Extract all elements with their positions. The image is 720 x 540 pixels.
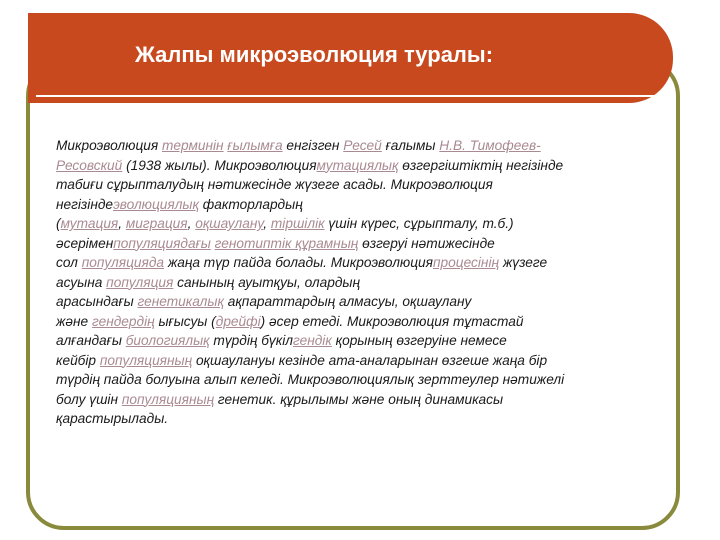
- text-segment: енгізген: [282, 138, 344, 153]
- text-line: [56, 273, 666, 293]
- term-link[interactable]: гендік: [293, 333, 332, 348]
- term-link[interactable]: дрейфі: [215, 313, 261, 329]
- term-link[interactable]: тіршілік: [270, 216, 325, 231]
- text-line: [56, 253, 666, 273]
- text-line: [56, 175, 666, 195]
- term-link[interactable]: ғылымға: [227, 138, 283, 153]
- text-segment: оқшаулануы кезінде ата-аналарынан өзгеше жаңа бір: [192, 352, 548, 368]
- text-segment: арасындағы: [56, 294, 138, 309]
- body-paragraph: [56, 136, 666, 429]
- term-link[interactable]: генотиптік құрамның: [214, 235, 359, 251]
- text-segment: өзгергіштіктің негізінде: [398, 157, 564, 173]
- term-link[interactable]: процесінің: [432, 255, 500, 270]
- text-segment: ығысуы (: [154, 313, 216, 329]
- term-link[interactable]: генетикалық: [137, 294, 224, 309]
- term-link[interactable]: гендердің: [91, 313, 155, 329]
- slide-title: Жалпы микроэволюция туралы:: [135, 42, 494, 67]
- term-link[interactable]: популяция: [106, 274, 174, 290]
- text-line: [56, 409, 666, 429]
- text-segment: болу үшін: [56, 391, 122, 407]
- text-line: [56, 370, 666, 390]
- text-segment: түрдің бүкіл: [209, 333, 293, 348]
- text-segment: санының ауытқуы, олардың: [173, 274, 361, 290]
- text-line: [56, 351, 666, 371]
- text-segment: генетик. құрылымы және оның динамикасы: [214, 391, 504, 407]
- text-segment: табиғи сұрыпталудың нәтижесінде жүзеге асады. Микроэволюция: [56, 177, 493, 192]
- term-link[interactable]: миграция: [125, 216, 188, 231]
- term-link[interactable]: мутациялық: [316, 157, 399, 173]
- text-segment: факторлардың: [198, 196, 303, 212]
- text-segment: ақпараттардың алмасуы, оқшаулану: [223, 294, 472, 309]
- term-link[interactable]: популяцияның: [99, 352, 193, 368]
- title-underline: [36, 95, 665, 97]
- text-segment: (1938 жылы). Микроэволюция: [122, 157, 317, 173]
- text-segment: ) әсер етеді. Микроэволюция тұтастай: [260, 313, 524, 329]
- text-line: [56, 390, 666, 410]
- text-segment: жаңа түр пайда болады. Микроэволюция: [164, 255, 433, 270]
- text-segment: ,: [187, 216, 196, 231]
- term-link[interactable]: Н.В. Тимофеев-: [439, 138, 541, 153]
- term-link[interactable]: Ресей: [343, 138, 382, 153]
- text-segment: Микроэволюция: [56, 138, 162, 153]
- text-line: [56, 234, 666, 254]
- text-segment: өзгеруі нәтижесінде: [358, 235, 495, 251]
- text-line: [56, 312, 666, 332]
- text-segment: ғалымы: [381, 138, 440, 153]
- term-link[interactable]: терминін: [162, 138, 224, 153]
- text-segment: ,: [118, 216, 126, 231]
- text-segment: алғандағы: [56, 333, 126, 348]
- text-line: [56, 195, 666, 215]
- text-segment: ,: [263, 216, 271, 231]
- text-segment: сол: [56, 255, 82, 270]
- term-link[interactable]: популяциядағы: [113, 235, 211, 251]
- text-segment: және: [56, 313, 92, 329]
- text-segment: негізінде: [56, 196, 114, 212]
- term-link[interactable]: мутация: [60, 216, 119, 231]
- term-link[interactable]: популяцияның: [121, 391, 215, 407]
- text-line: [56, 331, 666, 351]
- text-line: [56, 156, 666, 176]
- text-segment: асуына: [56, 274, 107, 290]
- term-link[interactable]: эволюциялық: [113, 196, 199, 212]
- text-segment: қарастырылады.: [56, 411, 169, 426]
- text-segment: үшін күрес, сұрыпталу, т.б.): [324, 216, 514, 231]
- term-link[interactable]: популяцияда: [81, 255, 165, 270]
- text-segment: қорының өзгеруіне немесе: [331, 333, 507, 348]
- term-link[interactable]: оқшаулану: [195, 216, 264, 231]
- text-segment: кейбір: [56, 352, 100, 368]
- text-line: [56, 136, 666, 156]
- text-line: [56, 292, 666, 312]
- text-line: [56, 214, 666, 234]
- text-segment: (: [56, 216, 61, 231]
- text-segment: жүзеге: [499, 255, 548, 270]
- term-link[interactable]: Ресовский: [56, 157, 123, 173]
- text-segment: түрдің пайда болуына алып келеді. Микроэволюциялық зерттеулер нәтижелі: [56, 372, 565, 387]
- text-segment: әсерімен: [56, 235, 114, 251]
- term-link[interactable]: биологиялық: [125, 333, 210, 348]
